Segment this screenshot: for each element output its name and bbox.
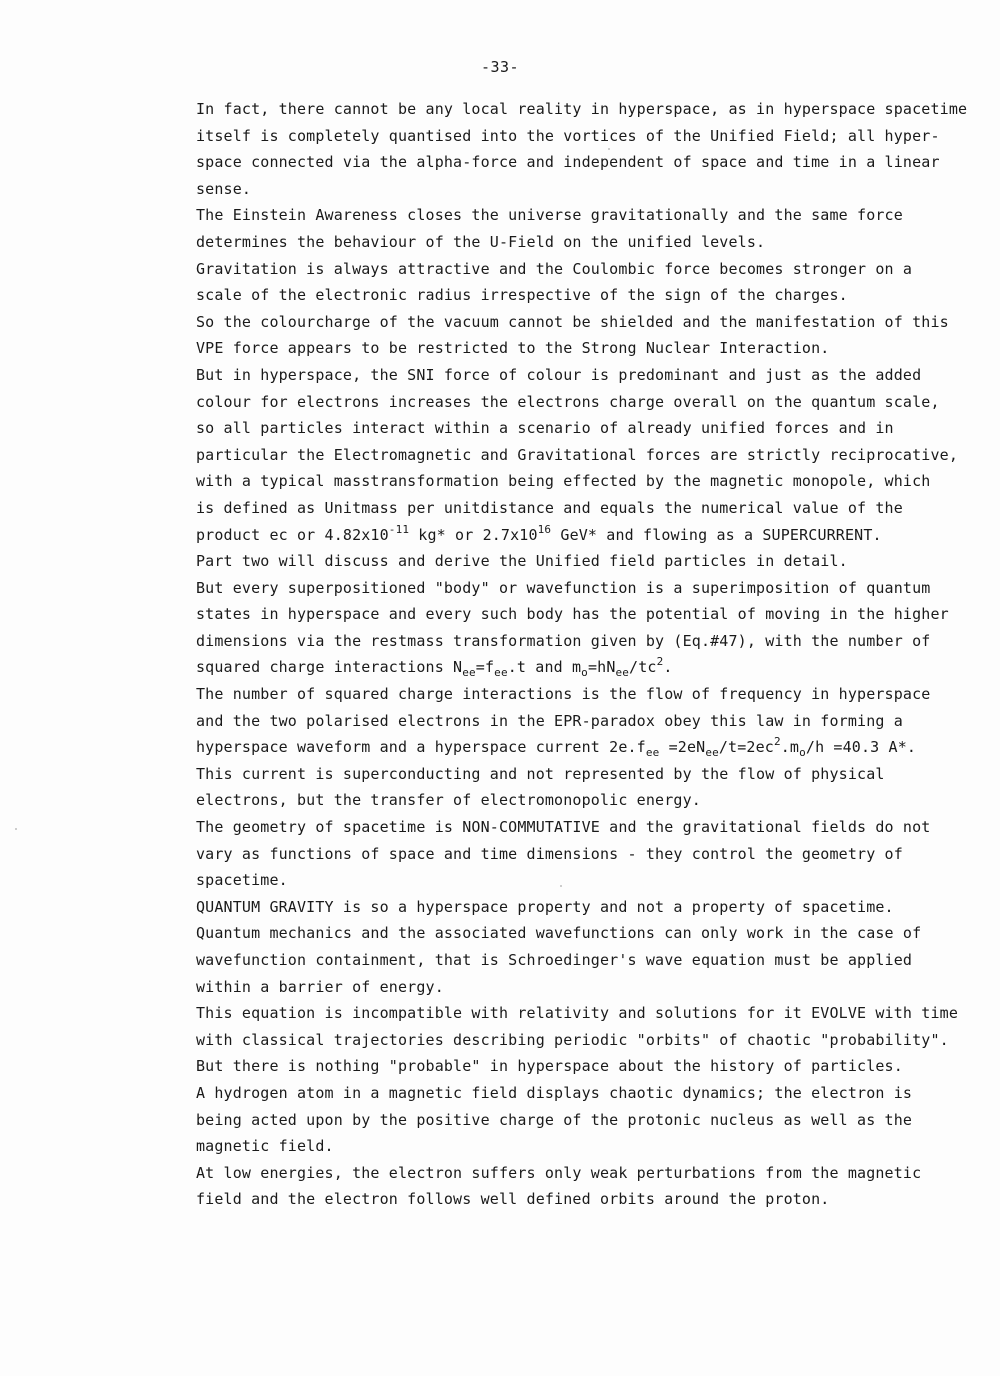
text-line: wavefunction containment, that is Schroedinger's wave equation must be applied bbox=[196, 951, 913, 969]
text-line: particular the Electromagnetic and Gravitational forces are strictly reciprocative, bbox=[196, 445, 959, 464]
text-line: This equation is incompatible with relativity and solutions for it EVOLVE with time bbox=[196, 1004, 959, 1023]
text-line: Gravitation is always attractive and the Coulombic force becomes stronger on a bbox=[196, 259, 913, 278]
text-line: scale of the electronic radius irrespective of the sign of the charges. bbox=[196, 286, 848, 305]
scan-speck bbox=[608, 148, 610, 150]
scan-speck bbox=[560, 885, 562, 887]
scan-speck bbox=[15, 828, 17, 830]
text-line: vary as functions of space and time dimensions - they control the geometry of bbox=[196, 844, 903, 863]
text-line: space connected via the alpha-force and independent of space and time in a linear bbox=[196, 153, 940, 172]
text-line: and the two polarised electrons in the EPR-paradox obey this law in forming a bbox=[196, 711, 903, 730]
text-line: Part two will discuss and derive the Unified field particles in detail. bbox=[196, 552, 848, 571]
text-line: states in hyperspace and every such body has the potential of moving in the higher bbox=[196, 605, 949, 624]
text-line: This current is superconducting and not represented by the flow of physical bbox=[196, 764, 885, 783]
text-line: determines the behaviour of the U-Field on the unified levels. bbox=[196, 232, 766, 251]
text-line: sense. bbox=[196, 179, 252, 198]
text-line: Quantum mechanics and the associated wavefunctions can only work in the case of bbox=[196, 924, 922, 943]
text-line: In fact, there cannot be any local reality in hyperspace, as in hyperspace spacetime bbox=[196, 100, 968, 118]
text-line: At low energies, the electron suffers only weak perturbations from the magnetic bbox=[196, 1163, 922, 1182]
text-line: spacetime. bbox=[196, 871, 288, 890]
formula-line-current: hyperspace waveform and a hyperspace current $2e.f_{ee} =2eN_{ee}/t=2ec^2.m_o/h =40.3$ A*. bbox=[196, 735, 917, 760]
text-line: QUANTUM GRAVITY is so a hyperspace property and not a property of spacetime. bbox=[196, 897, 894, 916]
text-line: But in hyperspace, the SNI force of colour is predominant and just as the added bbox=[196, 365, 922, 384]
body-text bbox=[196, 96, 968, 1213]
formula-line-product: product ec or $4.82x10^{-11}$ kg* or $2.7x10^{16}$ GeV* and flowing as a SUPERCURRENT. bbox=[196, 522, 882, 544]
page-number: -33- bbox=[480, 58, 520, 76]
text-line: VPE force appears to be restricted to the Strong Nuclear Interaction. bbox=[196, 339, 830, 358]
text-line: so all particles interact within a scenario of already unified forces and in bbox=[196, 419, 894, 438]
text-line: magnetic field. bbox=[196, 1137, 334, 1156]
text-line: with a typical masstransformation being effected by the magnetic monopole, which bbox=[196, 472, 931, 491]
text-line: The number of squared charge interactions is the flow of frequency in hyperspace bbox=[196, 685, 931, 704]
text-line: The Einstein Awareness closes the universe gravitationally and the same force bbox=[196, 206, 903, 225]
text-line: with classical trajectories describing periodic "orbits" of chaotic "probability". bbox=[196, 1030, 949, 1049]
formula-line-charge: squared charge interactions $N_{ee}=f_{ee}.t$ and $m_o=hN_{ee}/tc^2$. bbox=[196, 655, 673, 680]
text-line: electrons, but the transfer of electromonopolic energy. bbox=[196, 791, 701, 810]
text-line: But there is nothing "probable" in hyperspace about the history of particles. bbox=[196, 1057, 903, 1076]
text-line: A hydrogen atom in a magnetic field displays chaotic dynamics; the electron is bbox=[196, 1083, 913, 1102]
text-line: But every superpositioned "body" or wavefunction is a superimposition of quantum bbox=[196, 578, 931, 597]
text-line: So the colourcharge of the vacuum cannot be shielded and the manifestation of this bbox=[196, 312, 949, 331]
text-line: itself is completely quantised into the vortices of the Unified Field; all hyper- bbox=[196, 126, 940, 145]
text-line: is defined as Unitmass per unitdistance and equals the numerical value of the bbox=[196, 498, 903, 517]
text-line: being acted upon by the positive charge of the protonic nucleus as well as the bbox=[196, 1110, 913, 1129]
text-line: dimensions via the restmass transformation given by (Eq.#47), with the number of bbox=[196, 631, 931, 650]
text-line: field and the electron follows well defined orbits around the proton. bbox=[196, 1190, 830, 1209]
text-line: The geometry of spacetime is NON-COMMUTATIVE and the gravitational fields do not bbox=[196, 818, 931, 837]
text-line: colour for electrons increases the electrons charge overall on the quantum scale, bbox=[196, 392, 940, 411]
text-line: within a barrier of energy. bbox=[196, 977, 444, 996]
